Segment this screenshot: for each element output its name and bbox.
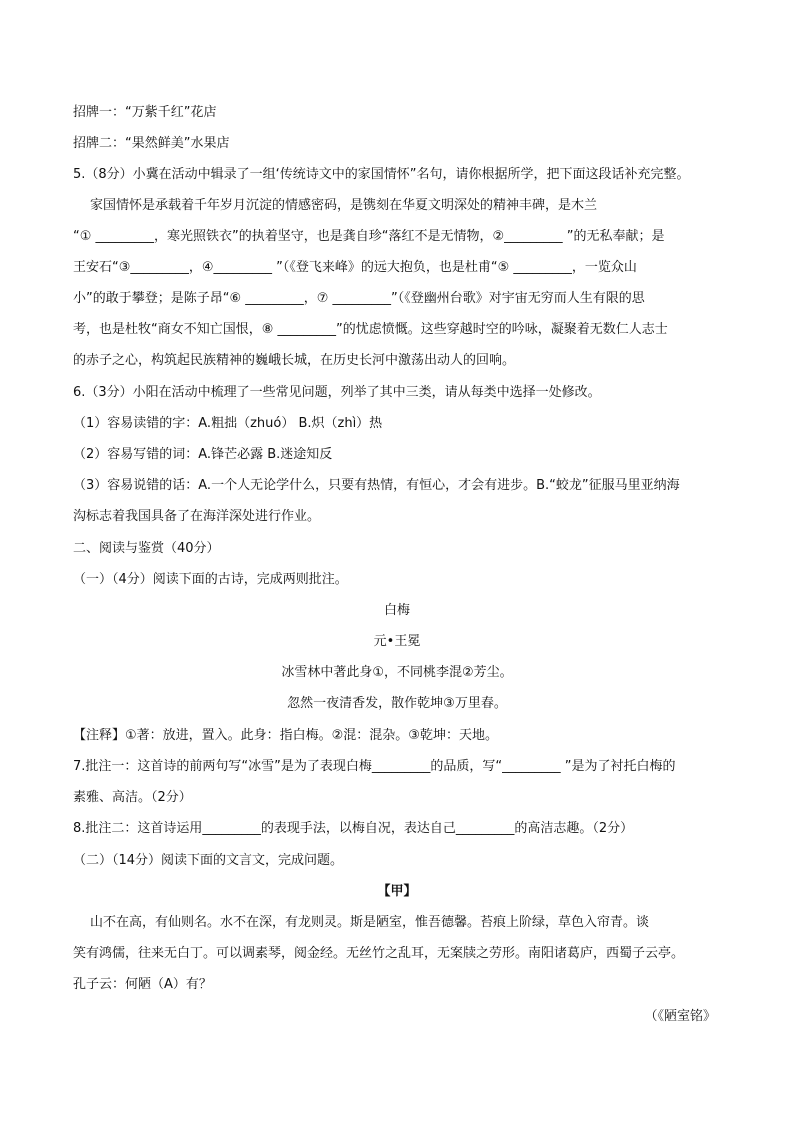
subsection-heading: （二）（14分）阅读下面的文言文，完成问题。 [73, 853, 344, 868]
question-7: 7.批注一：这首诗的前两句写“冰雪”是为了表现白梅_________的品质，写“_________ ”是为了衬托白梅的 [73, 759, 676, 774]
question-6-item: 沟标志着我国具备了在海洋深处进行作业。 [73, 509, 321, 524]
passage-source: （《陋室铭》 [644, 1009, 716, 1024]
poem-title: 白梅 [383, 603, 410, 618]
question-6-stem: 6.（3分）小阳在活动中梳理了一些常见问题，列举了其中三类，请从每类中选择一处修改。 [73, 385, 601, 400]
poem-notes: 【注释】①著：放进，置入。此身：指白梅。②混：混杂。③乾坤：天地。 [73, 728, 498, 743]
question-6-item: （2）容易写错的词：A.锋芒必露 B.迷途知反 [73, 447, 333, 462]
question-5-line: 的赤子之心，构筑起民族精神的巍峨长城，在历史长河中激荡出动人的回响。 [73, 353, 516, 368]
question-8: 8.批注二：这首诗运用_________的表现手法，以梅自况，表达自己_________的高洁志趣。（2分） [73, 821, 634, 836]
subsection-heading: （一）（4分）阅读下面的古诗，完成两则批注。 [73, 572, 348, 587]
section-heading: 二、阅读与鉴赏（40分） [73, 541, 220, 556]
question-5-line: 家国情怀是承载着千年岁月沉淀的情感密码，是镌刻在华夏文明深处的精神丰碑，是木兰 [90, 198, 598, 213]
poem-line: 冰雪林中著此身①，不同桃李混②芳尘。 [281, 665, 513, 680]
question-5-stem: 5.（8分）小冀在活动中辑录了一组‘传统诗文中的家国情怀”名句，请你根据所学，把下面这段话补充完整。 [73, 167, 690, 182]
question-5-line: “① _________，寒光照铁衣”的执着坚守，也是龚自珍“落红不是无情物，②_________ ”的无私奉献；是 [73, 229, 665, 244]
question-5-line: 王安石“③_________，④_________ ”（《登飞来峰》的远大抱负，也是杜甫“⑤ _________，一览众山 [73, 260, 637, 275]
poem-line: 忽然一夜清香发，散作乾坤③万里春。 [287, 696, 507, 711]
passage-line: 孔子云：何陋（A）有？ [73, 977, 212, 992]
question-5-line: 小”的敢于攀登；是陈子昂“⑥ _________，⑦ _________”（《登幽州台歌》对宇宙无穷而人生有限的思 [73, 291, 645, 306]
sign-one: 招牌一：“万紫千红”花店 [73, 105, 217, 120]
question-7-cont: 素雅、高洁。（2分） [73, 790, 192, 805]
passage-line: 笑有鸿儒，往来无白丁。可以调素琴，阅金经。无丝竹之乱耳，无案牍之劳形。南阳诸葛庐，西蜀子云亭。 [73, 946, 685, 961]
passage-line: 山不在高，有仙则名。水不在深，有龙则灵。斯是陋室，惟吾德馨。苔痕上阶绿，草色入帘青。谈 [90, 915, 650, 930]
question-6-item: （1）容易读错的字：A.粗拙（zhuó） B.炽（zhì）热 [73, 416, 383, 431]
question-6-item: （3）容易说错的话：A.一个人无论学什么，只要有热情，有恒心，才会有进步。B.“蛟龙”征服马里亚纳海 [73, 478, 680, 493]
poem-author: 元•王冕 [373, 634, 421, 649]
passage-label: 【甲】 [377, 884, 417, 899]
sign-two: 招牌二：“果然鲜美”水果店 [73, 136, 230, 151]
question-5-line: 考，也是杜牧“商女不知亡国恨，⑧ _________”的忧虑愤慨。这些穿越时空的吟咏，凝聚着无数仁人志士 [73, 322, 668, 337]
